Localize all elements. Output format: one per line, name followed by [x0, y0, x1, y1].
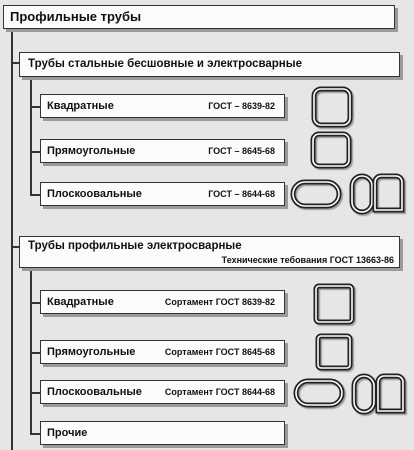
g1-item1-name: Квадратные [47, 100, 114, 112]
rectangular-tube-icon [313, 134, 349, 166]
g2-item3-standard: Сортамент ГОСТ 8644-68 [164, 387, 275, 397]
g2-item1-name: Квадратные [47, 296, 114, 308]
flat-sided-oval-tube-icon-2 [378, 376, 403, 411]
flat-oval-tube-vertical-icon-2 [354, 376, 374, 412]
flat-oval-tube-horizontal-icon-2 [296, 381, 342, 405]
g2-item3-name: Плоскоовальные [47, 386, 142, 398]
g2-item2-standard: Сортамент ГОСТ 8645-68 [164, 347, 275, 357]
g1-item1-standard: ГОСТ – 8639-82 [208, 101, 275, 111]
group1-title: Трубы стальные бесшовные и электросварные [28, 58, 302, 70]
g1-item3-standard: ГОСТ – 8644-68 [208, 189, 275, 199]
g1-item3-name: Плоскоовальные [47, 188, 142, 200]
root-title: Профильные трубы [10, 9, 142, 24]
group2-note: Технические тебования ГОСТ 13663-86 [221, 255, 394, 265]
flat-oval-tube-horizontal-icon [293, 182, 339, 206]
g1-item2-standard: ГОСТ – 8645-68 [208, 146, 275, 156]
g2-item2-name: Прямоугольные [47, 346, 136, 358]
g1-item2-name: Прямоугольные [47, 145, 136, 157]
square-tube-icon-2 [316, 286, 352, 322]
rectangular-tube-icon-2 [318, 336, 350, 368]
flat-sided-oval-tube-icon [375, 176, 402, 210]
group2-title: Трубы профильные электросварные [28, 240, 242, 252]
g2-item4-name: Прочие [47, 427, 88, 439]
g2-item1-standard: Сортамент ГОСТ 8639-82 [164, 297, 275, 307]
square-tube-icon [314, 89, 350, 125]
flat-oval-tube-vertical-icon [352, 176, 372, 212]
